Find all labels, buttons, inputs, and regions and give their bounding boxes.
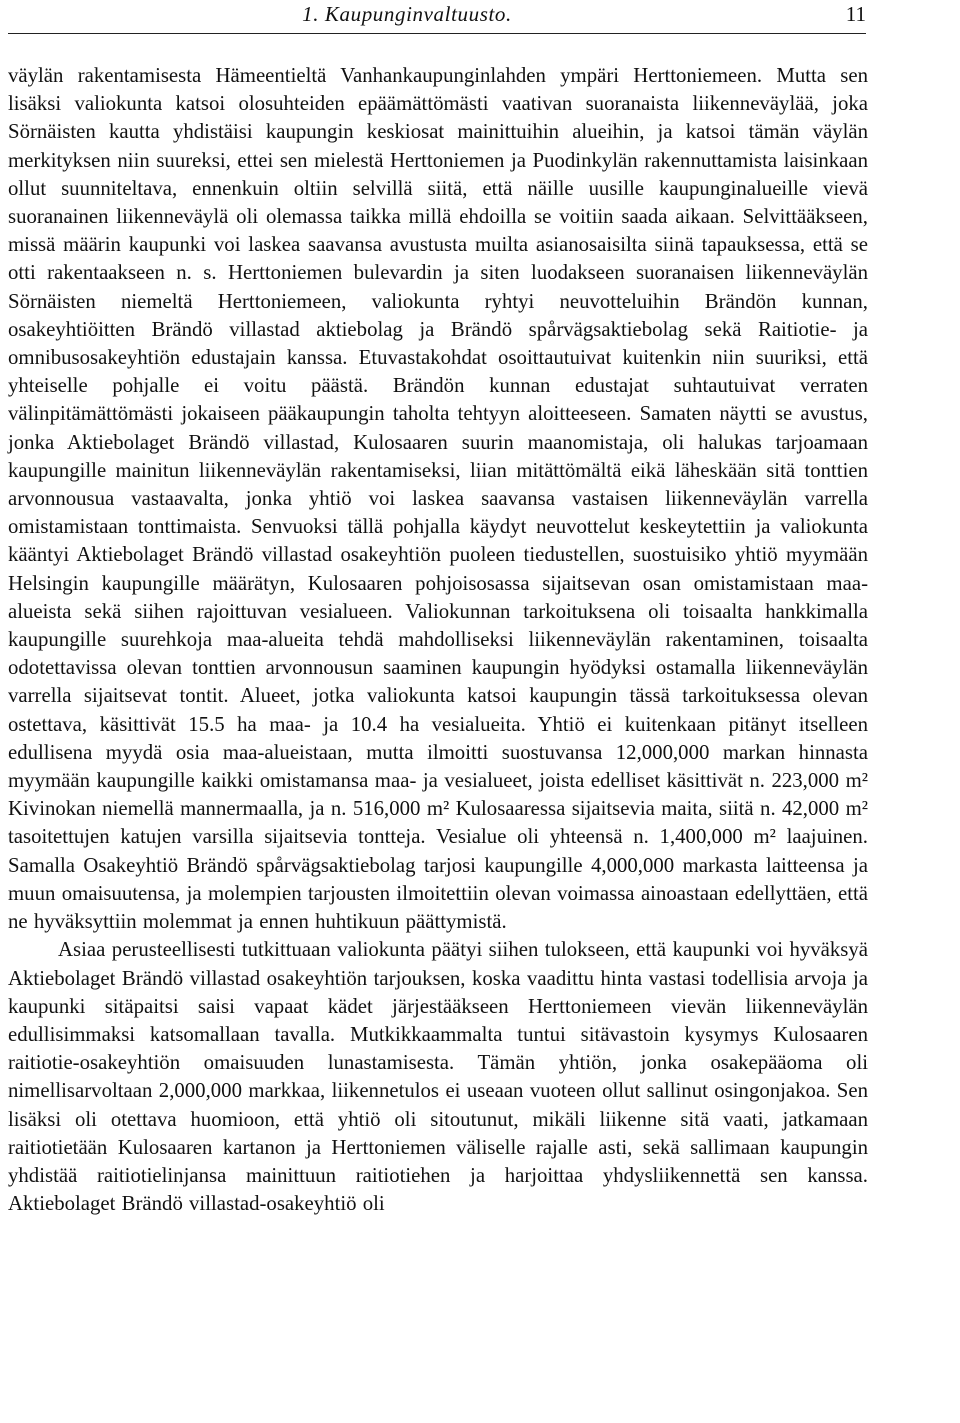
paragraph-1: väylän rakentamisesta Hämeentieltä Vanhankaupunginlahden ympäri Herttoniemeen. Mutta sen lisäksi valiokunta katsoi olosuhteiden epäämättömästi vaativan suoranaista liikenneväylää, joka Sörnäisten kautta yhdistäisi kaupungin keskiosat mainittuihin alueihin, ja katsoi tämän väylän merkityksen niin suureksi, ettei sen mielestä Herttoniemen ja Puodinkylän rakennuttamista laisinkaan ollut suunniteltava, ennenkuin oltiin selvillä siitä, että näille uusille kaupunginalueille vievä suoranainen liikenneväylä oli olemassa taikka millä ehdoilla se voitiin saada aikaan. Selvittääkseen, missä määrin kaupunki voi laskea saavansa avustusta muilta asianosaisilta siinä tapauksessa, että se otti rakentaakseen n. s. Herttoniemen bulevardin ja siten luodakseen suoranaisen liikenneväylän Sörnäisten niemeltä Herttoniemeen, valiokunta ryhtyi neuvotteluihin Brändön kunnan, osakeyhtiöitten Brändö villastad aktiebolag ja Brändö spårvägsaktiebolag sekä Raitiotie- ja omnibusosakeyhtiön edustajain kanssa. Etuvastakohdat osoittautuivat kuitenkin niin suuriksi, että yhteiselle pohjalle ei voitu päästä. Brändön kunnan edustajat suhtautuivat verraten välinpitämättömästi jokaiseen pääkaupungin taholta tehtyyn aloitteeseen. Samaten näytti se avustus, jonka Aktiebolaget Brändö villastad, Kulosaaren suurin maanomistaja, oli halukas tarjoamaan kaupungille mainitun liikenneväylän rakentamiseksi, liian mitättömältä eikä läheskään sitä tonttien arvonnousua vastaavalta, jonka yhtiö voi laskea saavansa vastaisen liikenneväylän varrella omistamistaan tonttimaista. Senvuoksi tällä pohjalla käydyt neuvottelut keskeytettiin ja valiokunta kääntyi Aktiebolaget Brändö villastad osakeyhtiön puoleen tiedustellen, suostuisiko yhtiö myymään Helsingin kaupungille määrätyn, Kulosaaren pohjoisosassa sijaitsevan osan omistamistaan maa-alueista sekä siihen rajoittuvan vesialueen. Valiokunnan tarkoituksena oli toisaalta hankkimalla kaupungille suurehkoja maa-alueita tehdä mahdolliseksi liikenneväylän rakentaminen, toisaalta odotettavissa olevan tonttien arvonnousun saaminen kaupungin hyödyksi ostamalla liikenneväylän varrella sijaitsevat tontit. Alueet, jotka valiokunta katsoi kaupungin tässä tarkoituksessa olevan ostettava, käsittivät 15.5 ha maa- ja 10.4 ha vesialueita. Yhtiö ei kuitenkaan pitänyt itselleen edullisena myydä osia maa-alueistaan, mutta ilmoitti suostuvansa 12,000,000 markan hinnasta myymään kaupungille kaikki omistamansa maa- ja vesialueet, joista edelliset käsittivät n. 223,000 m² Kivinokan niemellä mannermaalla, ja n. 516,000 m² Kulosaaressa sijaitsevia maita, siitä n. 42,000 m² tasoitettujen katujen varsilla sijaitsevia tontteja. Vesialue oli yhteensä n. 1,400,000 m² laajuinen. Samalla Osakeyhtiö Brändö spårvägsaktiebolag tarjosi kaupungille 4,000,000 markasta laitteensa ja muun omaisuutensa, ja molempien tarjousten ilmoitettiin olevan voimassa ainoastaan edellyttäen, että ne hyväksyttiin molemmat ja ennen huhtikuun päättymistä. <box>8 64 868 934</box>
running-header <box>8 0 866 34</box>
page-number: 11 <box>845 2 866 26</box>
paragraph-2: Asiaa perusteellisesti tutkittuaan valiokunta päätyi siihen tulokseen, että kaupunki voi hyväksyä Aktiebolaget Brändö villastad osakeyhtiön tarjouksen, koska vaadittu hinta vastasi todellisia arvoja ja kaupunki sitäpaitsi saisi vapaat kädet järjestääkseen Herttoniemeen vievän liikenneväylän edullisimmaksi katsomallaan tavalla. Mutkikkaammalta tuntui sitävastoin kysymys Kulosaaren raitiotie-osakeyhtiön omaisuuden lunastamisesta. Tämän yhtiön, jonka osakepääoma oli nimellisarvoltaan 2,000,000 markkaa, liikennetulos ei useaan vuoteen ollut sallinut osingonjakoa. Sen lisäksi oli otettava huomioon, että yhtiö oli sitoutunut, mikäli liikenne sitä vaati, jatkamaan raitiotietään Kulosaaren kartanon ja Herttoniemen väliselle rajalle asti, sekä sallimaan kaupungin yhdistää raitiotielinjansa mainittuun raitiotiehen ja harjoittaa yhdysliikennettä sen kanssa. Aktiebolaget Brändö villastad-osakeyhtiö oli <box>8 938 868 1216</box>
body-text <box>8 62 868 1218</box>
running-title: 1. Kaupunginvaltuusto. <box>302 2 512 26</box>
